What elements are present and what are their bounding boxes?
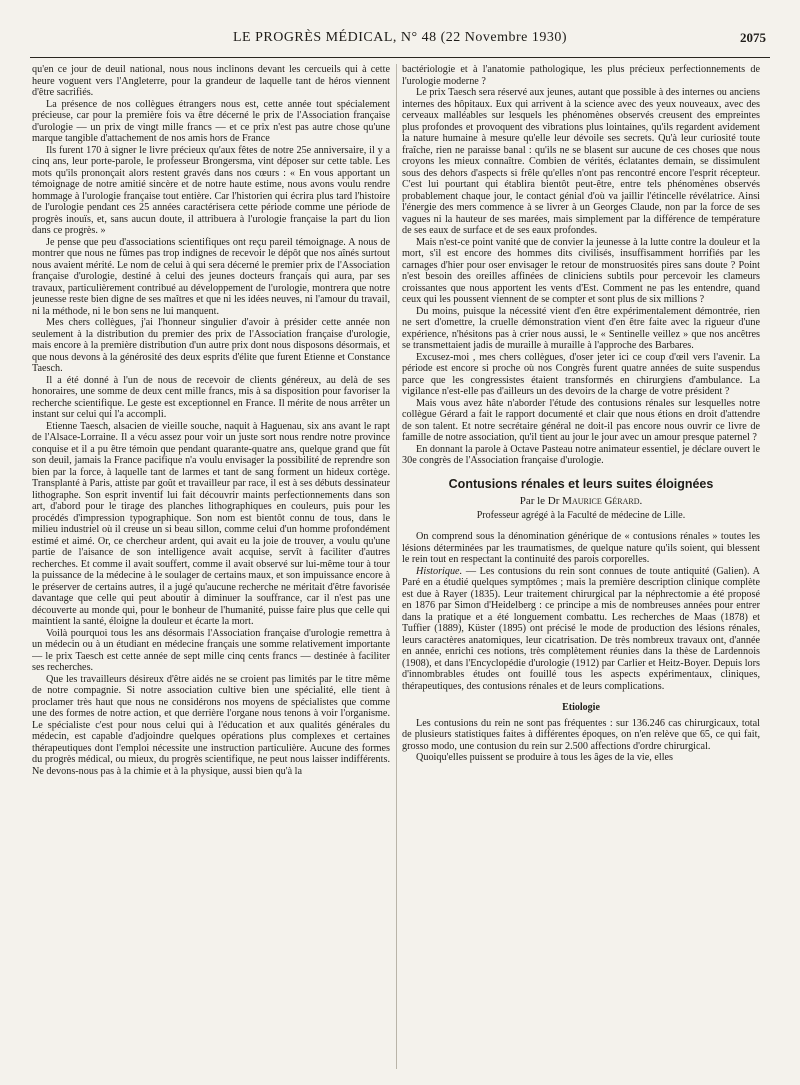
paragraph: Mais n'est-ce point vanité que de convier la jeunesse à la lutte contre la douleur et la mort, s'il est encore des hommes dits civilisés, insuffisamment horrifiés par les carnages d'hier pour oser envisager le retour de monstruosités pires sans doute ? Point n'est besoin des oreilles affinées de cliniciens subtils pour percevoir les clameurs croissantes que nous apportent les vents d'Est. Comment ne pas les entendre, quand ceux qui les poussent viennent de se compter et sont plus de six millions ? — [402, 236, 760, 305]
article-byline — [402, 496, 760, 508]
page-header — [28, 28, 772, 50]
running-title: LE PROGRÈS MÉDICAL, N° 48 (22 Novembre 1930) — [232, 30, 568, 45]
author-affiliation: Professeur agrégé à la Faculté de médecine de Lille. — [476, 509, 686, 521]
paragraph: Mes chers collègues, j'ai l'honneur singulier d'avoir à présider cette année non seulement à la distribution du premier des prix de l'Association française d'urologie, mais encore à la première distribution d'un autre prix dont nous disposons désormais, et que nous devons à la générosité des deux esprits d'élite que furent Etienne et Constance Taesch. — [32, 317, 390, 374]
paragraph: qu'en ce jour de deuil national, nous nous inclinons devant les cercueils qui à cette heure voguent vers l'Angleterre, pour la grandeur de laquelle tant de héros viennent d'être sacrifiés. — [32, 64, 390, 98]
paragraph: Le prix Taesch sera réservé aux jeunes, autant que possible à des internes ou anciens internes des hôpitaux. Eux qui arrivent à la science avec des yeux nouveaux, avec des cerveaux malléables sur lesquels les phénomènes observés creusent des empreintes plus profondes et provoquent des vibrations plus lointaines, qu'ils regardent avidement la nature humaine à mesure qu'elle leur dévoile ses secrets. Qu'à leur curiosité toute fraîche, rien ne paraisse banal : qu'ils ne se blasent sur aucune de ces choses que nous croyons les mieux connaître. Combien de vérités, éclatantes demain, se dissimulent sous des dehors d'aspects si frêle qu'elles n'ont pas rencontré encore l'esprit récepteur. C'est lui pourtant qui établira bientôt peut-être, entre tels phénomènes observés probablement chaque jour, le contact génial d'où va jaillir l'étincelle révélatrice. Ainsi l'énergie des mers commence à se livrer à un Georges Claude, non par la force de ses vagues ni la hauteur de ses marées, mais simplement par la différence de température de ses eaux de surface et de ses eaux profondes. — [402, 87, 760, 236]
paragraph: Voilà pourquoi tous les ans désormais l'Association française d'urologie remettra à un médecin ou à un étudiant en médecine français une somme relativement importante — le prix Taesch est cette année de sept mille cinq cents francs — destinée à faciliter ses recherches. — [32, 627, 390, 673]
history-paragraph — [402, 566, 760, 693]
paragraph: En donnant la parole à Octave Pasteau notre animateur essentiel, je déclare ouvert le 30e congrès de l'Association française d'urologie. — [402, 443, 760, 466]
paragraph: bactériologie et à l'anatomie pathologique, les plus précieux perfectionnements de l'urologie moderne ? — [402, 64, 760, 87]
paragraph: Je pense que peu d'associations scientifiques ont reçu pareil témoignage. A nous de montrer que nous ne fûmes pas trop indignes de recevoir le dépôt que nos aînés surtout nous avaient mérité. Le nom de celui à qui sera décerné le premier prix de l'Association française d'urologie, destiné à celui des jeunes docteurs français qui aura, par ses travaux, particulièrement contribué au développement de l'urologie, montrera que notre jeunesse reste bien digne de ses maîtres et que ni les idées neuves, ni l'amour du travail, ni la méthode, ni le bon sens ne lui manquent. — [32, 236, 390, 317]
paragraph: Quoiqu'elles puissent se produire à tous les âges de la vie, elles — [416, 752, 674, 763]
paragraph: Que les travailleurs désireux d'être aidés ne se croient pas limités par le titre même de notre compagnie. Si notre association cultive bien une spécialité, elle tient à proclamer très haut que nous ne considérons nos moyens de spécialistes que comme une des formes de notre action, et que derrière l'organe nous tenons à voir l'organisme. Le spécialiste c'est pour nous celui qui à l'éducation et aux qualités générales du médecin, est capable d'adjoindre quelques opérations plus complexes et certaines thérapeutiques dont l'emploi nécessite une instruction particulière. Aucune des formes du progrès médical, ou mieux, du progrès scientifique, ne peut nous laisser indifférents. Ne devons-nous pas à la chimie et à la physique, aussi bien qu'à la — [32, 673, 390, 777]
paragraph: Ils furent 170 à signer le livre précieux qu'aux fêtes de notre 25e anniversaire, il y a cinq ans, leur porte-parole, le professeur Brongersma, vint déposer sur cette table. Les mots qu'ils prononçait alors restent gravés dans nos cœurs : « En vous apportant un témoignage de notre amitié sincère et de notre haute estime, nous avons voulu rendre hommage à l'urologie française tout entière. Car l'historien qui écrira plus tard l'histoire de l'urologie pendant ces 25 années caractérisera cette période comme une période de progrès inouïs, et, sans aucun doute, il attribuera à l'urologie française la part du lion dans ce progrès. » — [32, 144, 390, 236]
left-column — [32, 64, 390, 1074]
header-rule — [30, 57, 770, 58]
paragraph: Du moins, puisque la nécessité vient d'en être expérimentalement démontrée, rien ne sert d'omettre, la cruelle démonstration vient d'en être faite avec la rigueur d'une expérience, n'hésitons pas à crier nous aussi, le « Sentinelle veillez » que nos ancêtres se transmettaient jadis de muraille à muraille à l'approche des Barbares. — [402, 305, 760, 351]
right-column — [402, 64, 760, 1074]
paragraph: Mais vous avez hâte n'aborder l'étude des contusions rénales sur lesquelles notre collègue Gérard a fait le rapport documenté et clair que nous étions en droit d'attendre de son talent. Et notre secrétaire général ne doit-il pas encore nous ouvrir ce livre de famille de notre association, qu'il tient au jour le jour avec un amour presque paternel ? — [402, 397, 760, 443]
author-name: Maurice Gérard. — [562, 495, 643, 507]
article-intro: On comprend sous la dénomination générique de « contusions rénales » toutes les lésions déterminées par les traumatismes, de quelque nature qu'ils soient, qui blessent le rein tout en respectant la continuité des parois corporelles. — [402, 531, 760, 565]
page-number: 2075 — [740, 30, 766, 45]
paragraph: La présence de nos collègues étrangers nous est, cette année tout spécialement précieuse, car pour la première fois va être décerné le prix de l'Association française d'urologie — un prix de vingt mille francs — et ce prix n'est pas autre chose qu'une marque tangible d'attachement de nos amis hors de France — [32, 98, 390, 144]
etiology-heading: Etiologie — [562, 702, 600, 713]
column-divider — [396, 64, 397, 1069]
paragraph: Etienne Taesch, alsacien de vieille souche, naquit à Haguenau, six ans avant le rapt de l'Alsace-Lorraine. Il a vécu assez pour voir un juste sort nous rendre notre province conquise et il a pu être témoin que pendant quarante-quatre ans, quelque grand que fût son deuil, jamais la France pacifique n'a voulu envisager la possibilité de reprendre son bien par la force, à laquelle tant de larmes et tant de sang forment un hideux cortège. Transplanté à Paris, attiste par goût et travailleur par race, il est à ses débuts dessinateur lithographe. Son esprit inventif lui fait découvrir maints perfectionnements dans son art, d'abord pour le tirage des planches lithographiques en couleurs, puis pour les procédés d'impression typographique. Son nom est bientôt connu de tous, dans le milieu industriel où il creuse un si beau sillon, comme celui d'un homme profondément estimé et aimé. Or, ce chercheur ardent, qui avait eu la joie de trouver, a voulu qu'une partie de l'aisance de son intelligence avait acquise, servît à faciliter d'autres recherches. Et comme il avait souffert, comme il avait observé sur lui-même tour à tour la puissance de la médecine à le soulager de certains maux, et son impuissance encore à le préserver de certains autres, il a jugé qu'aucune recherche ne méritait d'être favorisée davantage que celle qui peut aboutir à diminuer la souffrance, car il n'est pas une découverte au monde qui, pour le bonheur de l'humanité, puisse faire plus que celle qui maintient la santé, éloigne la douleur et écarte la mort. — [32, 420, 390, 627]
paragraph: Il a été donné à l'un de nous de recevoir de clients généreux, au delà de ses honoraires, une somme de deux cent mille francs, mis à sa disposition pour favoriser la recherche scientifique. Le geste est exceptionnel en France. Il mérite de nous arrêter un instant sur celui qui l'a accompli. — [32, 374, 390, 420]
paragraph: Excusez-moi , mes chers collègues, d'oser jeter ici ce coup d'œil vers l'avenir. La période est encore si proche où nos Congrès furent quatre années de suite suspendus parce que les congressistes étaient transformés en chirurgiens d'ambulance. La vigilance n'est-elle pas d'ailleurs un des devoirs de la charge de votre président ? — [402, 351, 760, 397]
history-text: — Les contusions du rein sont connues de toute antiquité (Galien). A Paré en a étudié quelques symptômes ; mais la première description clinique complète est due à Rayer (1835). Leur traitement chirurgical par la néphrectomie a été proposé en 1876 par Simon d'Heidelberg : ce principe a mis de nombreuses années pour entrer dans la pratique et a été longuement combattu. Les recherches de Maas (1878) et Tuffier (1889), Küster (1895) ont précisé le mode de production des lésions rénales, leurs caractères anatomiques, leur cicatrisation. De très nombreux travaux ont, d'année en année, enrichi ces notions, très complètement réunies dans la thèse de Lardennois (1908), et dans l'Encyclopédie d'urologie (1912) par Carlier et Heitz-Boyer. Depuis lors d'innombrables études ont fouillé tous les aspects expérimentaux, cliniques, thérapeutiques, des contusions rénales et de leurs complications. — [402, 565, 760, 692]
paragraph: Les contusions du rein ne sont pas fréquentes : sur 136.246 cas chirurgicaux, total de plusieurs statistiques faites à différentes époques, on n'en relève que 65, ce qui fait, grosso modo, une contusion du rein sur 2.500 affections d'ordre chirurgical. — [402, 717, 760, 752]
article-title: Contusions rénales et leurs suites éloignées — [448, 476, 714, 491]
history-label: Historique. — [416, 565, 463, 577]
byline-prefix: Par le Dr — [519, 495, 560, 507]
